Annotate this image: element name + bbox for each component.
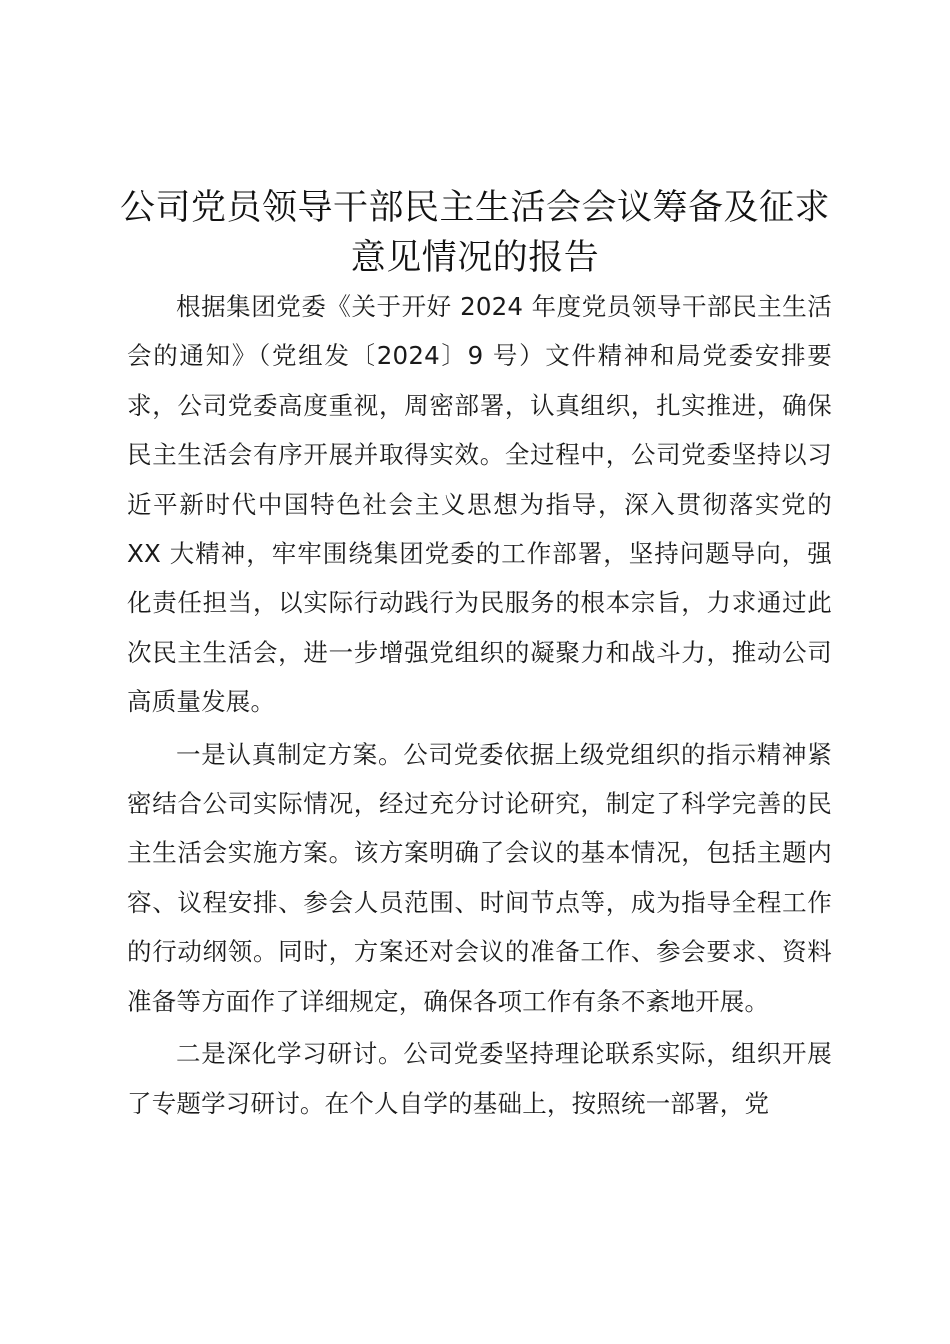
paragraph-section-1: 一是认真制定方案。公司党委依据上级党组织的指示精神紧密结合公司实际情况，经过充分讨论研究，制定了科学完善的民主生活会实施方案。该方案明确了会议的基本情况，包括主题内容、议程安排、参会人员范围、时间节点等，成为指导全程工作的行动纲领。同时，方案还对会议的准备工作、参会要求、资料准备等方面作了详细规定，确保各项工作有条不紊地开展。 [127, 739, 832, 1016]
paragraph-section-2: 二是深化学习研讨。公司党委坚持理论联系实际，组织开展了专题学习研讨。在个人自学的基础上，按照统一部署，党 [127, 1039, 832, 1118]
document-body [127, 282, 832, 1128]
paragraph-intro: 根据集团党委《关于开好 2024 年度党员领导干部民主生活会的通知》（党组发〔2024〕9 号）文件精神和局党委安排要求，公司党委高度重视，周密部署，认真组织，扎实推进，确保民主生活会有序开展并取得实效。全过程中，公司党委坚持以习近平新时代中国特色社会主义思想为指导，深入贯彻落实党的 XX 大精神，牢牢围绕集团党委的工作部署，坚持问题导向，强化责任担当，以实际行动践行为民服务的根本宗旨，力求通过此次民主生活会，进一步增强党组织的凝聚力和战斗力，推动公司高质量发展。 [127, 292, 832, 717]
document-title-line-1: 公司党员领导干部民主生活会会议筹备及征求 [119, 188, 830, 228]
document-title-line-2: 意见情况的报告 [350, 238, 600, 278]
